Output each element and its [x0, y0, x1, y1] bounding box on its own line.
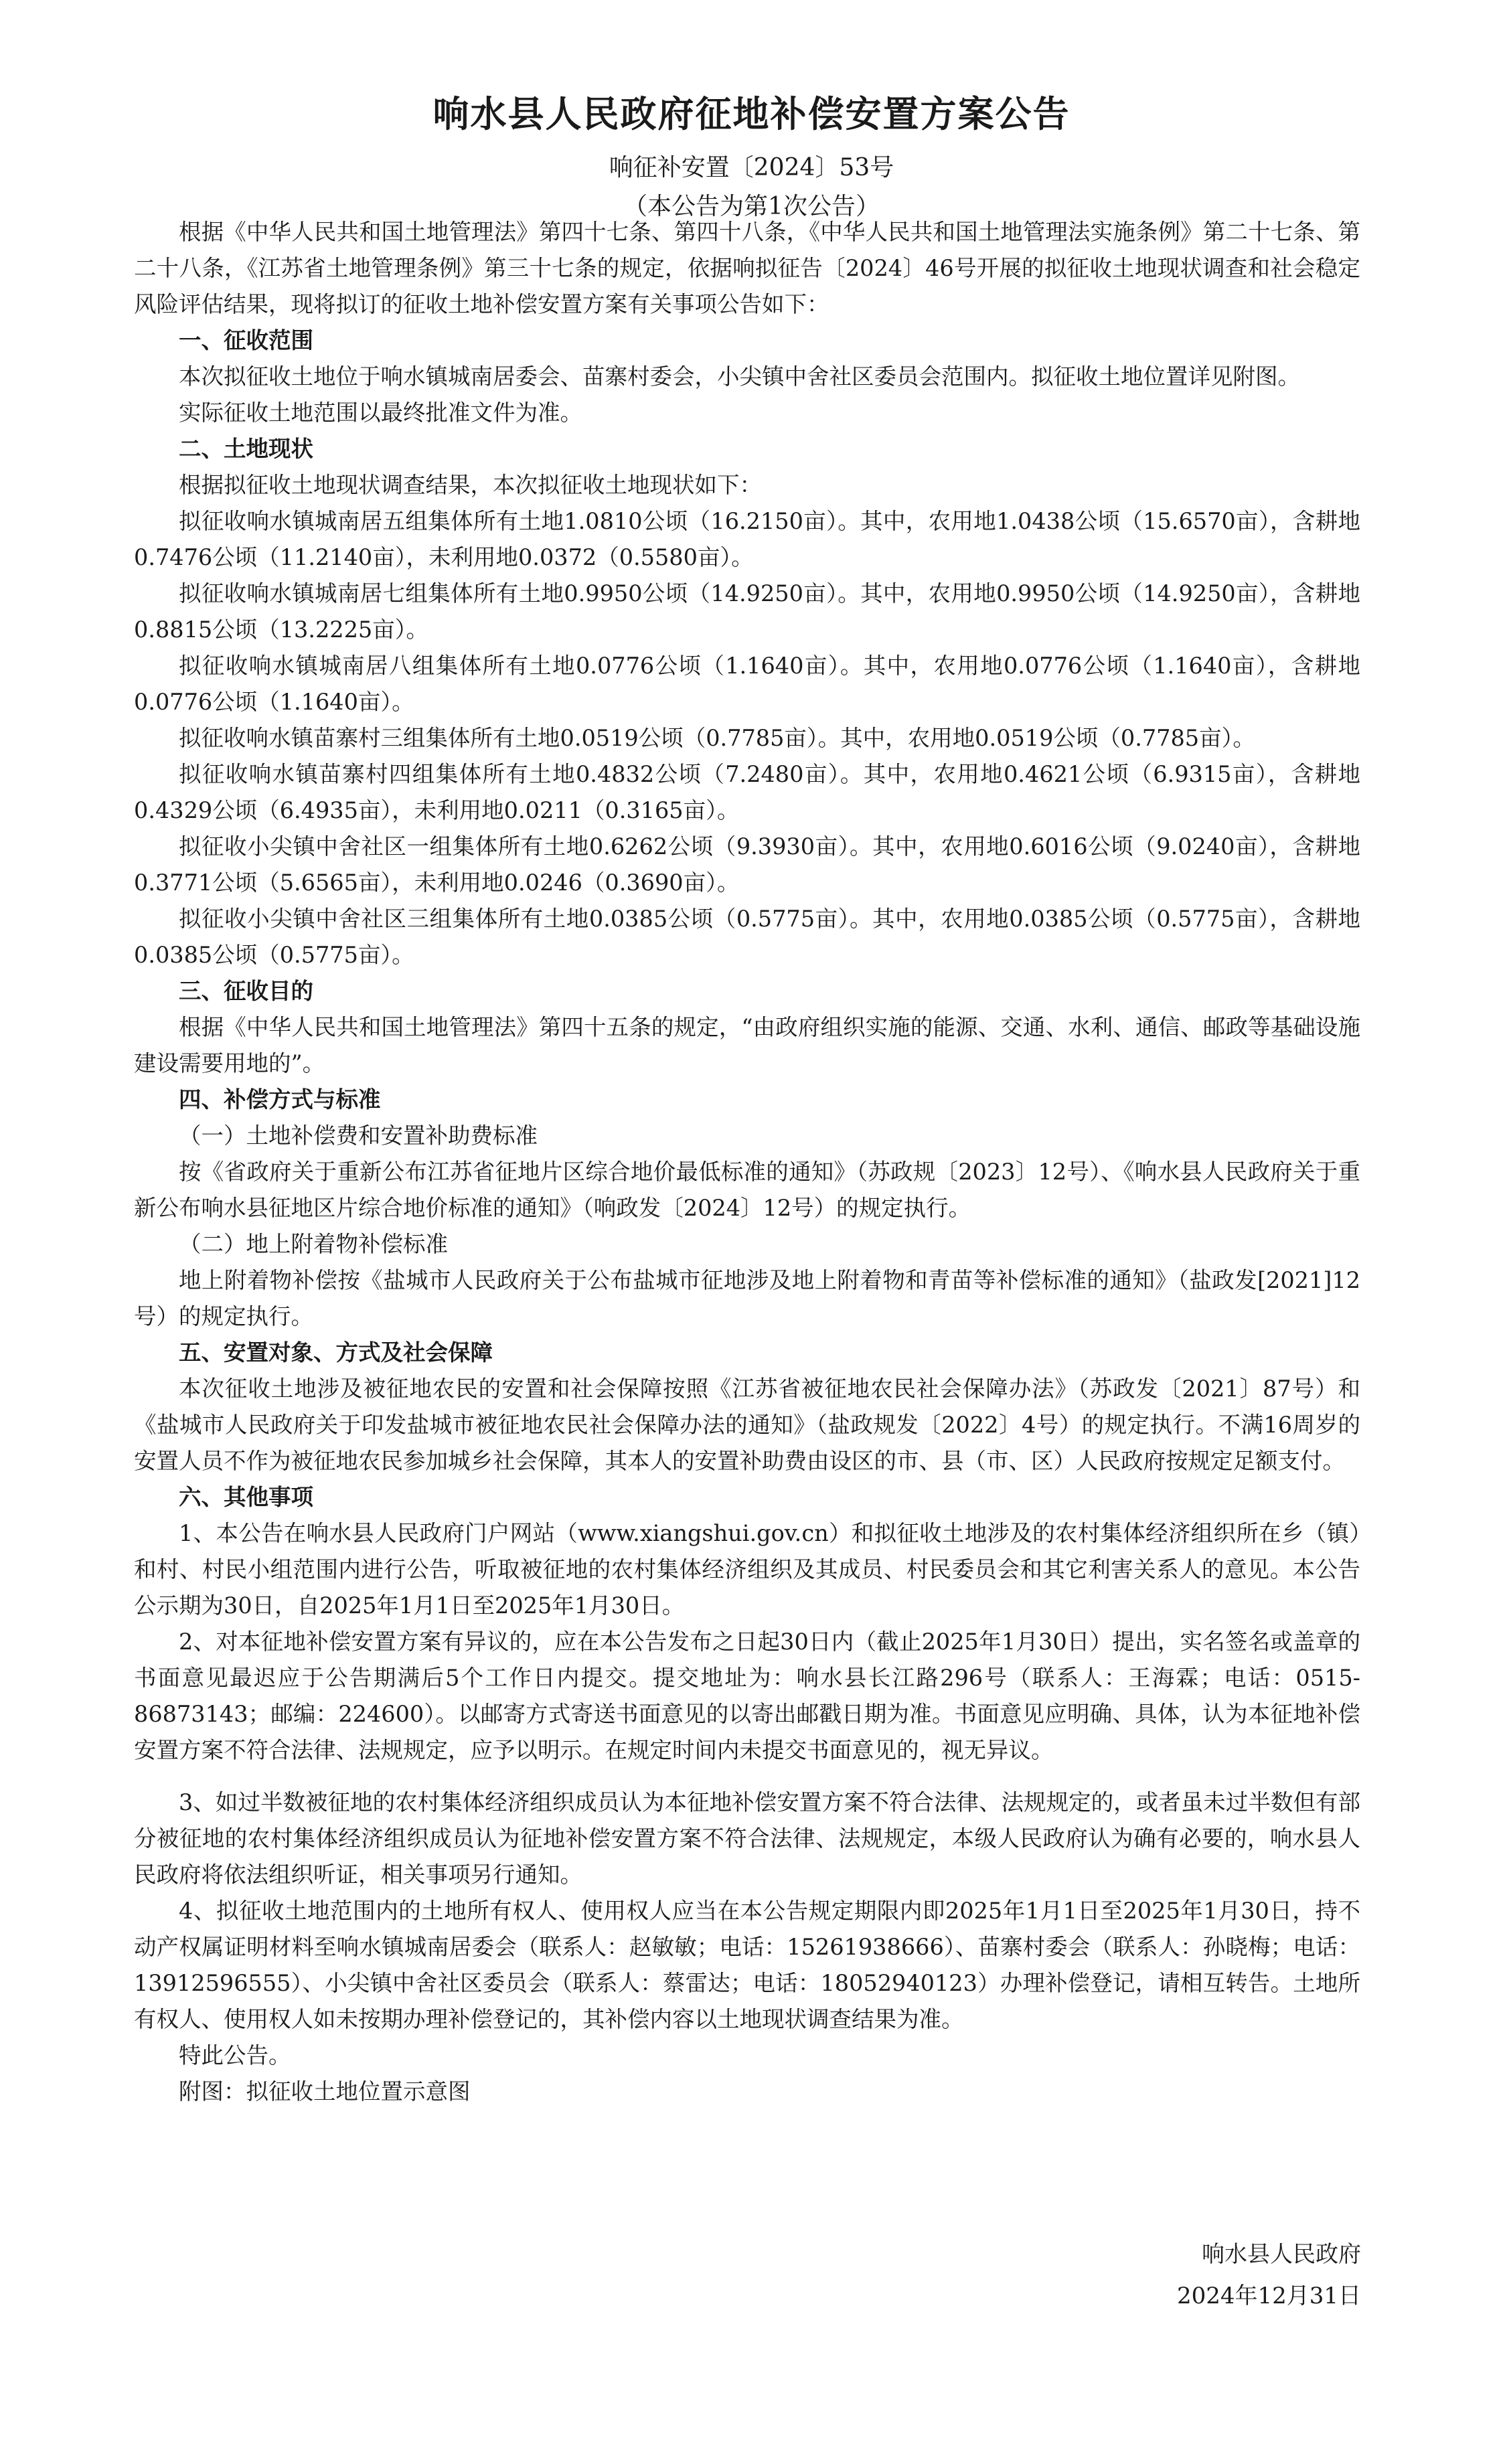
section-4-subheading: （一）土地补偿费和安置补助费标准: [179, 1123, 538, 1149]
document-number: 响征补安置〔2024〕53号: [609, 154, 894, 181]
section-4-paragraph: 按《省政府关于重新公布江苏省征地片区综合地价最低标准的通知》（苏政规〔2023〕12号）、《响水县人民政府关于重新公布响水县征地区片综合地价标准的通知》（响政发〔2024〕12号）的规定执行。: [134, 1159, 1360, 1221]
section-1-paragraph: 实际征收土地范围以最终批准文件为准。: [179, 400, 582, 426]
section-5-paragraph: 本次征收土地涉及被征地农民的安置和社会保障按照《江苏省被征地农民社会保障办法》（苏政发〔2021〕87号）和《盐城市人民政府关于印发盐城市被征地农民社会保障办法的通知》（盐政规发〔2022〕4号）的规定执行。不满16周岁的安置人员不作为被征地农民参加城乡社会保障，其本人的安置补助费由设区的市、县（市、区）人民政府按规定足额支付。: [134, 1376, 1360, 1474]
section-3-heading: 三、征收目的: [179, 978, 313, 1004]
document-body: [134, 214, 1360, 2110]
land-status-item: 拟征收响水镇城南居八组集体所有土地0.0776公顷（1.1640亩）。其中，农用地0.0776公顷（1.1640亩），含耕地0.0776公顷（1.1640亩）。: [134, 653, 1360, 715]
section-4-heading: 四、补偿方式与标准: [179, 1086, 381, 1113]
signature-org: 响水县人民政府: [1202, 2241, 1361, 2268]
signature-date: 2024年12月31日: [1176, 2283, 1361, 2309]
section-2-heading: 二、土地现状: [179, 436, 313, 462]
closing-line: 特此公告。: [179, 2042, 291, 2068]
section-1-paragraph: 本次拟征收土地位于响水镇城南居委会、苗寨村委会，小尖镇中舍社区委员会范围内。拟征收土地位置详见附图。: [179, 363, 1300, 390]
section-4-subheading: （二）地上附着物补偿标准: [179, 1231, 448, 1257]
section-6-item: 1、本公告在响水县人民政府门户网站（www.xiangshui.gov.cn）和拟征收土地涉及的农村集体经济组织所在乡（镇）和村、村民小组范围内进行公告，听取被征地的农村集体经济组织及其成员、村民委员会和其它利害关系人的意见。本公告公示期为30日，自2025年1月1日至2025年1月30日。: [134, 1520, 1360, 1619]
section-5-heading: 五、安置对象、方式及社会保障: [179, 1339, 493, 1366]
intro-paragraph: 根据《中华人民共和国土地管理法》第四十七条、第四十八条，《中华人民共和国土地管理法实施条例》第二十七条、第二十八条，《江苏省土地管理条例》第三十七条的规定，依据响拟征告〔2024〕46号开展的拟征收土地现状调查和社会稳定风险评估结果，现将拟订的征收土地补偿安置方案有关事项公告如下：: [134, 219, 1360, 317]
land-status-item: 拟征收小尖镇中舍社区三组集体所有土地0.0385公顷（0.5775亩）。其中，农用地0.0385公顷（0.5775亩），含耕地0.0385公顷（0.5775亩）。: [134, 906, 1360, 968]
section-3-paragraph: 根据《中华人民共和国土地管理法》第四十五条的规定，“由政府组织实施的能源、交通、水利、通信、邮政等基础设施建设需要用地的”。: [134, 1014, 1360, 1076]
section-2-intro: 根据拟征收土地现状调查结果，本次拟征收土地现状如下：: [179, 472, 762, 498]
land-status-item: 拟征收响水镇苗寨村三组集体所有土地0.0519公顷（0.7785亩）。其中，农用地0.0519公顷（0.7785亩）。: [179, 725, 1255, 751]
attachment-line: 附图：拟征收土地位置示意图: [179, 2078, 471, 2105]
section-6-item: 4、拟征收土地范围内的土地所有权人、使用权人应当在本公告规定期限内即2025年1月1日至2025年1月30日，持不动产权属证明材料至响水镇城南居委会（联系人：赵敏敏；电话：15261938666）、苗寨村委会（联系人：孙晓梅；电话：13912596555）、小尖镇中舍社区委员会（联系人：蔡雷达；电话：18052940123）办理补偿登记，请相互转告。土地所有权人、使用权人如未按期办理补偿登记的，其补偿内容以土地现状调查结果为准。: [134, 1898, 1360, 2032]
land-status-item: 拟征收小尖镇中舍社区一组集体所有土地0.6262公顷（9.3930亩）。其中，农用地0.6016公顷（9.0240亩），含耕地0.3771公顷（5.6565亩），未利用地0.0246（0.3690亩）。: [134, 833, 1360, 896]
section-4-paragraph: 地上附着物补偿按《盐城市人民政府关于公布盐城市征地涉及地上附着物和青苗等补偿标准的通知》（盐政发[2021]12号）的规定执行。: [134, 1267, 1360, 1329]
land-status-item: 拟征收响水镇城南居七组集体所有土地0.9950公顷（14.9250亩）。其中，农用地0.9950公顷（14.9250亩），含耕地0.8815公顷（13.2225亩）。: [134, 580, 1360, 643]
land-status-item: 拟征收响水镇城南居五组集体所有土地1.0810公顷（16.2150亩）。其中，农用地1.0438公顷（15.6570亩），含耕地0.7476公顷（11.2140亩），未利用地0.0372（0.5580亩）。: [134, 508, 1360, 570]
page-title: 响水县人民政府征地补偿安置方案公告: [432, 93, 1071, 135]
notice-count: （本公告为第1次公告）: [623, 193, 880, 220]
section-1-heading: 一、征收范围: [179, 327, 313, 353]
section-6-heading: 六、其他事项: [179, 1484, 313, 1510]
section-6-item: 2、对本征地补偿安置方案有异议的，应在本公告发布之日起30日内（截止2025年1月30日）提出，实名签名或盖章的书面意见最迟应于公告期满后5个工作日内提交。提交地址为：响水县长江路296号（联系人：王海霖；电话：0515-86873143；邮编：224600）。以邮寄方式寄送书面意见的以寄出邮戳日期为准。书面意见应明确、具体，认为本征地补偿安置方案不符合法律、法规规定，应予以明示。在规定时间内未提交书面意见的，视无异议。: [134, 1629, 1360, 1763]
land-status-item: 拟征收响水镇苗寨村四组集体所有土地0.4832公顷（7.2480亩）。其中，农用地0.4621公顷（6.9315亩），含耕地0.4329公顷（6.4935亩），未利用地0.0211（0.3165亩）。: [134, 761, 1360, 823]
section-6-item: 3、如过半数被征地的农村集体经济组织成员认为本征地补偿安置方案不符合法律、法规规定的，或者虽未过半数但有部分被征地的农村集体经济组织成员认为征地补偿安置方案不符合法律、法规规定，本级人民政府认为确有必要的，响水县人民政府将依法组织听证，相关事项另行通知。: [134, 1789, 1360, 1888]
